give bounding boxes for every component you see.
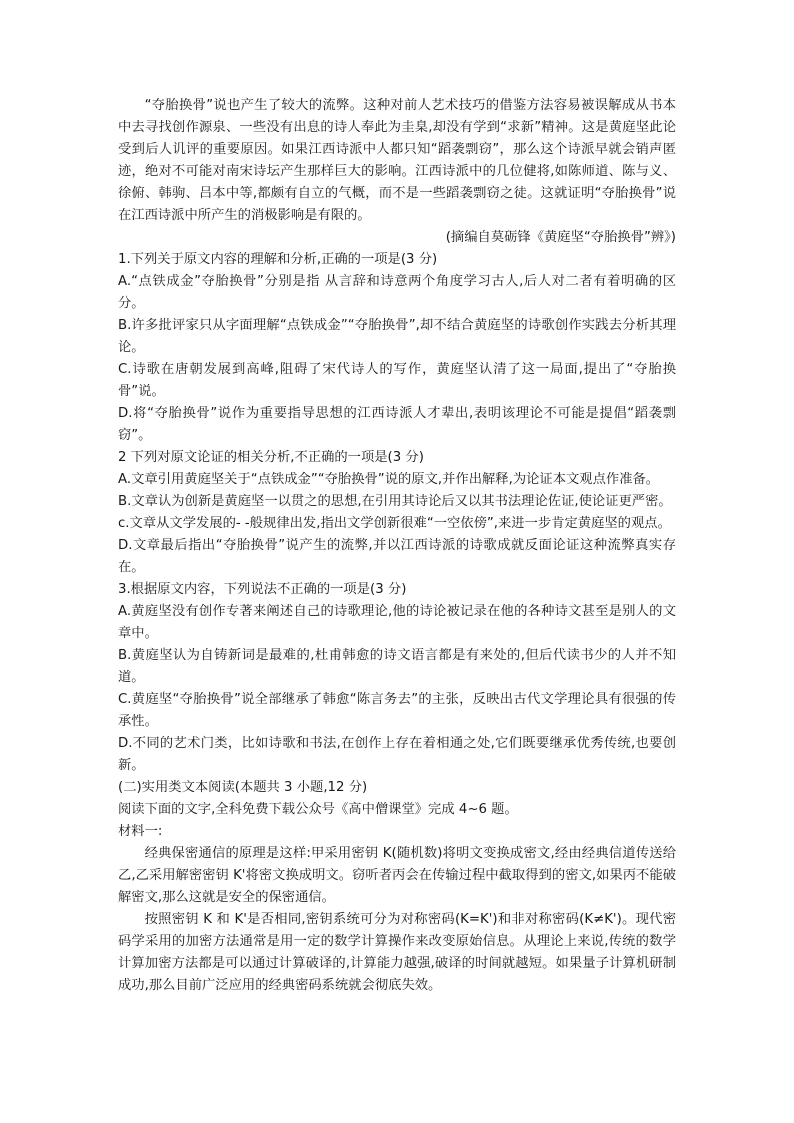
question-2-option-b: B.文章认为创新是黄庭坚一以贯之的思想,在引用其诗论后又以其书法理论佐证,使论证更严密。 [118,494,672,509]
passage-source-citation: (摘编自莫砺锋《黄庭坚“夺胎换骨”辨》) [445,230,676,245]
section-heading: (二)实用类文本阅读(本题共 3 小题,12 分) [118,780,368,795]
material-label: 材料一: [118,824,163,839]
question-1-option-a: A.“点铁成金”夺胎换骨”分别是指 从言辞和诗意两个角度学习古人,后人对二者有着明确的区分。 [118,274,676,311]
question-2-stem: 2 下列对原文论证的相关分析,不正确的一项是(3 分) [118,450,424,465]
material-paragraph-1: 经典保密通信的原理是这样:甲采用密钥 K(随机数)将明文变换成密文,经由经典信道传送给乙,乙采用解密密钥 K'将密文换成明文。窃听者丙会在传输过程中截取得到的密文,如果丙不能破解密文,那么这就是安全的保密通信。 [118,846,676,905]
section-practical-reading [118,777,676,997]
material-paragraph-2: 按照密钥 K 和 K'是否相同,密钥系统可分为对称密码(K=K')和非对称密码(K≠K')。现代密码学采用的加密方法通常是用一定的数学计算操作来改变原始信息。从理论上来说,传统的数学计算加密方法都是可以通过计算破译的,计算能力越强,破译的时间就越短。如果量子计算机研制成功,那么目前广泛应用的经典密码系统就会彻底失效。 [118,912,676,993]
question-3-option-d: D.不同的艺术门类，比如诗歌和书法,在创作上存在着相通之处,它们既要继承优秀传统,也要创新。 [118,736,676,773]
passage-closing-paragraph: “夺胎换骨”说也产生了较大的流弊。这种对前人艺术技巧的借鉴方法容易被误解成从书本中去寻找创作源泉、一些没有出息的诗人奉此为圭臬,却没有学到“求新”精神。这是黄庭坚此论受到后人讥评的重要原因。如果江西诗派中人都只知“蹈袭剽窃”，那么这个诗派早就会销声匿迹，绝对不可能对南宋诗坛产生那样巨大的影响。江西诗派中的几位健将,如陈师道、陈与义、徐俯、韩驹、吕本中等,都颇有自立的气概，而不是一些蹈袭剽窃之徒。这就证明“夺胎换骨”说在江西诗派中所产生的消极影响是有限的。 [118,98,676,223]
question-3-stem: 3.根据原文内容，下列说法不正确的一项是(3 分) [118,582,407,597]
section-instruction: 阅读下面的文字,全科免费下载公众号《高中僧课堂》完成 4~6 题。 [118,802,518,817]
question-2 [118,447,676,579]
question-1-option-d: D.将“夺胎换骨”说作为重要指导思想的江西诗派人才辈出,表明该理论不可能是提倡“蹈袭剽窃”。 [118,406,676,443]
question-1-option-c: C.诗歌在唐朝发展到高峰,阻碍了宋代诗人的写作，黄庭坚认清了这一局面,提出了“夺胎换骨”说。 [118,362,676,399]
question-2-option-a: A.文章引用黄庭坚关于“点铁成金”“夺胎换骨”说的原文,并作出解释,为论证本文观点作准备。 [118,472,660,487]
question-3-option-b: B.黄庭坚认为自铸新词是最难的,杜甫韩愈的诗文语言都是有来处的,但后代读书少的人并不知道。 [118,648,676,685]
question-2-option-d: D.文章最后指出“夺胎换骨”说产生的流弊,并以江西诗派的诗歌成就反面论证这种流弊真实存在。 [118,538,676,575]
question-3-option-c: C.黄庭坚“夺胎换骨”说全部继承了韩愈“陈言务去”的主张，反映出古代文学理论具有很强的传承性。 [118,692,676,729]
question-1-stem: 1.下列关于原文内容的理解和分析,正确的一项是(3 分) [118,252,438,267]
question-3 [118,579,676,777]
question-2-option-c: c.文章从文学发展的- -般规律出发,指出文学创新很难“一空依傍”,来进一步肯定黄庭坚的观点。 [118,516,671,531]
question-3-option-a: A.黄庭坚没有创作专著来阐述自己的诗歌理论,他的诗论被记录在他的各种诗文甚至是别人的文章中。 [118,604,676,641]
question-1 [118,249,676,447]
question-1-option-b: B.许多批评家只从字面理解“点铁成金”“夺胎换骨”,却不结合黄庭坚的诗歌创作实践去分析其理论。 [118,318,676,355]
document-page [118,95,676,997]
